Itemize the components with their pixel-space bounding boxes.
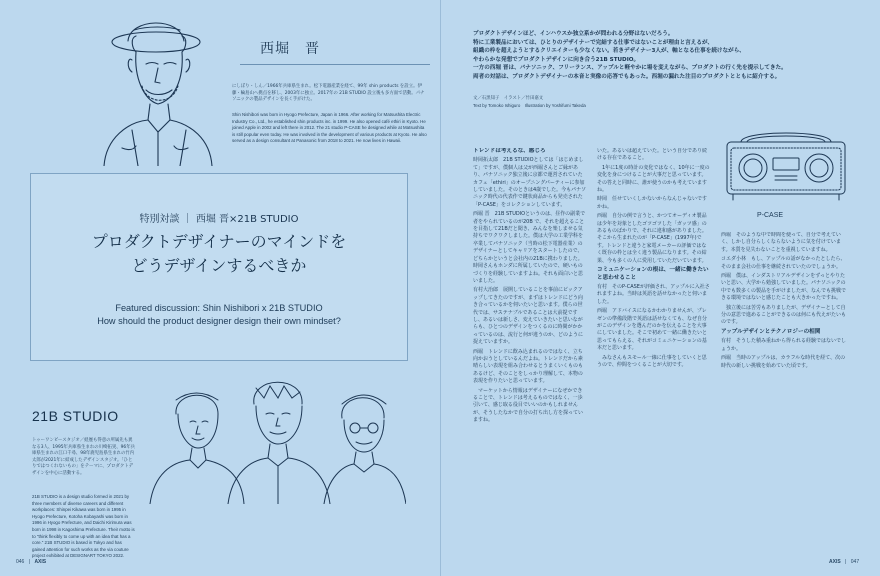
intro-line: 組織の枠を超えようとするクリエイターも少なくない。若きデザイナー3人が、軸となる仕事を続けながら、	[473, 48, 745, 55]
magazine-name-right: AXIS	[829, 559, 841, 565]
intro-block	[473, 30, 869, 82]
paragraph: 西堀 当時のアップルは、カラフルな時代を経て、次の時代の新しい挑戦を始めていた頃です。	[721, 355, 846, 369]
paragraph: コエダ小林 もし、アップルの話がなかったとしたら、そのまま会社の仕事を継続されていたのでしょうか。	[721, 256, 846, 270]
feature-title-line2: どうデザインするべきか	[131, 256, 307, 275]
pcase-caption: P-CASE	[757, 212, 784, 219]
paragraph: 有村 そうした積み重ねから得られる経験ではないでしょうか。	[721, 338, 847, 352]
paragraph: 西堀 トレンドに飲み込まれるのではなく、立ち向かおうとしているんだよね。トレンドだから素晴らしい表現を組み合わせるとうまくいくものもあるけど、そのことをしっかり理解して、本物の表現を作りたいと思っています。	[473, 348, 584, 385]
right-page	[440, 0, 880, 576]
studio-name: 21B STUDIO	[32, 408, 119, 424]
article-column-3	[721, 232, 847, 553]
studio-bio-en: 21B STUDIO is a design studio formed in 2021 by three members of diverse careers and different workplaces: Shinpei Kikawa was born in 1995 in Hyogo Prefecture, Kotoha Kobayashi was born in 1996 in Hyogo Prefecture, and Daichi Kirimura was born in 1998 in Kagoshima Prefecture. Their motto is to "think flexibly to come up with an idea that has a core." 21B STUDIO is based in Tokyo and has gained attention for such works as the via couture project exhibited at DESIGNART TOKYO 2022.	[32, 494, 135, 559]
name-rule	[240, 64, 430, 65]
paragraph: 有村大治郎 展開していることを事前にピックアップしてきたのですが、まずはトレンドにどう向き合っているかを伺いたいと思います。僕らの世代では、サステナブルであることは大前提ですし、あるいは新しさ、変えていきたいと思いながらも、ひとつのデザインをつくるのに時間がかかっているのは、流行と何が違うのか、どのように捉えていますか。	[473, 287, 584, 346]
paragraph: マーケットから情報はデザイナーになぜかできることで、トレンドは考えるものではなく、一歩引いて、感じ取る役目でいいのかもしれませんが、そうしたなかで自分の打ち出し方を探っていますね。	[473, 387, 584, 424]
portrait-illustration	[92, 8, 224, 166]
article-column-2	[597, 148, 711, 553]
person-bio-jp: にしぼり・しん／1966年兵庫県生まれ。松下電器産業を経て、99年 shin products を設立。伊藤・輪島山へ拠点を移し、2003年に独立。2017年の 21B STUDIO 設立後も多方面で活動。パナソニックの製品デザインを長く手がけた。	[232, 84, 425, 103]
section-heading: コミュニケーションの根は、一緒に働きたいと思わせること	[597, 267, 709, 281]
left-footer: 046 | AXIS	[16, 559, 47, 565]
credit-illust-jp: イラスト／竹田嘉文	[503, 96, 544, 101]
section-heading: トレンドは考えるな、感じろ	[473, 148, 546, 154]
paragraph: 有村 そのP-CASEが評価され、アップルに入社されますよね。当時は英語を話せなかったと伺いました。	[597, 283, 710, 305]
right-footer: AXIS | 047	[829, 559, 860, 565]
paragraph: 西堀 晋 21B STUDIOというのは、昼作の副業で者をやられているのが20B で、それを超えることを目指して21Bだと聞き、みんなを楽しませる気持ちでワクワクしました。僕は大学の工業学科を卒業してパナソニック（当時の松下電器産業）のデザイナーとしてキャリアをスタートしたので、どちらかというと会社内の21Bに携わりました。時岡さんもホンダに所属していたので、硬いものづくりを経験していますよね。それも面白いと思いました。	[473, 211, 586, 284]
paragraph: 西堀 そのような中で時間を使って、自分で考えていく、しかし自分らしくならないように気を付けています。本質を見失わないことを重視していますね。	[721, 232, 841, 253]
person-bio-en: Shin Nishibori was born in Hyogo Prefecture, Japan in 1966. After working for Matsushita Electric Industry Co., Ltd., he established shin products inc. in 1999. He also opened café ethiri in Kyoto. He joined Apple in 2002 and left there in 2012. The 21 studio P-CASE he designed while at Matsushita is still popular even today. He was involved in the development of various products at Kyoto. He also served as a design consultant at Panasonic from 2018 to 2021. He now lives in Hawaii.	[232, 112, 427, 144]
credit-text-jp: 文／石黒知子	[473, 96, 500, 101]
page-number-right: 047	[850, 559, 860, 565]
feature-kicker: 特別対談 ｜ 西堀 晋×21B STUDIO	[139, 214, 299, 225]
person-name: 西堀 晋	[260, 41, 320, 57]
paragraph: 時岡拓太郎 21B STUDIOとしては「はじめまして」ですが、僕個人は父が西堀さんとご縁があり、パナソニック独立後に京都で運営されていたカフェ「ethiri」のオープニングパーティーに参加していました。そのときは4歳でした。今もパナソニック時代の代表作で鍵状商品からも発売された「P-CASE」をコレクションしています。	[473, 157, 587, 208]
magazine-name-left: AXIS	[34, 559, 47, 565]
paragraph: みなさんもスモール一線に仕事をしていくと思うので、仲間をつくることが大切です。	[597, 354, 707, 368]
intro-line: 一方の西堀 晋は、パナソニック、フリーランス、アップルと軽やかに場を変えながら、プロダクトの行く先を提示してきた。	[473, 65, 787, 72]
section-heading: アップルデザインとテクノロジーの相関	[721, 328, 821, 335]
pcase-illustration	[723, 126, 849, 202]
feature-title-en-line1: Featured discussion: Shin Nishibori x 21B STUDIO	[115, 303, 323, 313]
paragraph: 時岡 任せていくしかないからなんじゃないですかね。	[597, 196, 708, 210]
title-frame	[30, 173, 408, 361]
credit-illust-en: Illustration by Yoshifumi Takeda	[524, 102, 586, 108]
feature-title-en-line2: How should the product designer design their own mindset?	[97, 316, 341, 326]
intro-line: 特に工業製品においては、ひとりのデザイナーで完結する仕事ではないことが理由と言えるが、	[473, 39, 714, 46]
intro-line: 両者の対話は、プロダクトデザイナーの本音と実像の応答でもあった。西堀の漏れた注目のプロダクトとともに紹介する。	[473, 73, 781, 80]
paragraph: 西堀 僕は、インダストリアルデザインをずっとやりたいと思い、大学から勉強していました。パナソニックの中でも数多くの製品を手がけましたが、なんでも挑戦できる環境ではないと感じたことも大きかったですね。	[721, 273, 847, 302]
article-column-1	[473, 148, 587, 553]
intro-line: やわらかな発想でプロダクトデザインに向き合う21B STUDIO。	[473, 56, 640, 63]
paragraph: いた。あるいは超えていた。という自分であり続ける存在であること。	[597, 148, 708, 162]
paragraph: 西堀 アドバイスになるかわかりませんが、プレゼンの準備段階で英語は話せなくても、なぜ自分がこのデザインを選んだのかを伝えることを大事にしていました。そこで初めて一緒に働きたいと思ってもらえる、それがコミュニケーションの基本だと思います。	[597, 308, 708, 352]
paragraph: 1年に1度の時計の変化ではなく、10年に一度の変化を身につけることが大事だと思っています。その答えと同時に、誰が使うのかも考えていますね。	[597, 164, 710, 194]
credit-text-en: Text by Tomoko Ishiguro	[473, 102, 521, 108]
studio-members-illustration	[146, 374, 406, 504]
paragraph: 西堀 自分の例で言うと、かつてオーディオ製品は少年を対象としたゴツゴツした「ガッツ感」のあるものばかりで、それに違和感がありました。そこから生まれたのが「P-CASE」(1997年)です。トレンドと違うと家電メーカーの評価ではなく既存の枠とは全く違う製品になります。その結果、今も多くの人に愛用していただいています。	[597, 213, 707, 264]
studio-bio-jp: トゥーワンビースタジオ／経歴も得意の所属先も異なる3人、1995年兵庫県生まれの川崎拓実、96年兵庫県生まれの江口千尋、98年鹿児島県生まれの竹内太郎が2021年に結成したデザインスタジオ。「ひとりではつくれないもの」をテーマに、プロダクトデザインを中心に活動する。	[32, 438, 135, 476]
credits	[473, 96, 613, 110]
feature-title-line1: プロダクトデザイナーのマインドを	[91, 232, 347, 251]
intro-line: プロダクトデザインほど、インハウスか独立系かが問われる分野はないだろう。	[473, 31, 674, 37]
page-number-left: 046	[16, 559, 25, 565]
paragraph: 独立後には苦労もありましたが、デザイナーとして自分の意思で進めることができるのは何にも代えがたいものです。	[721, 304, 847, 326]
